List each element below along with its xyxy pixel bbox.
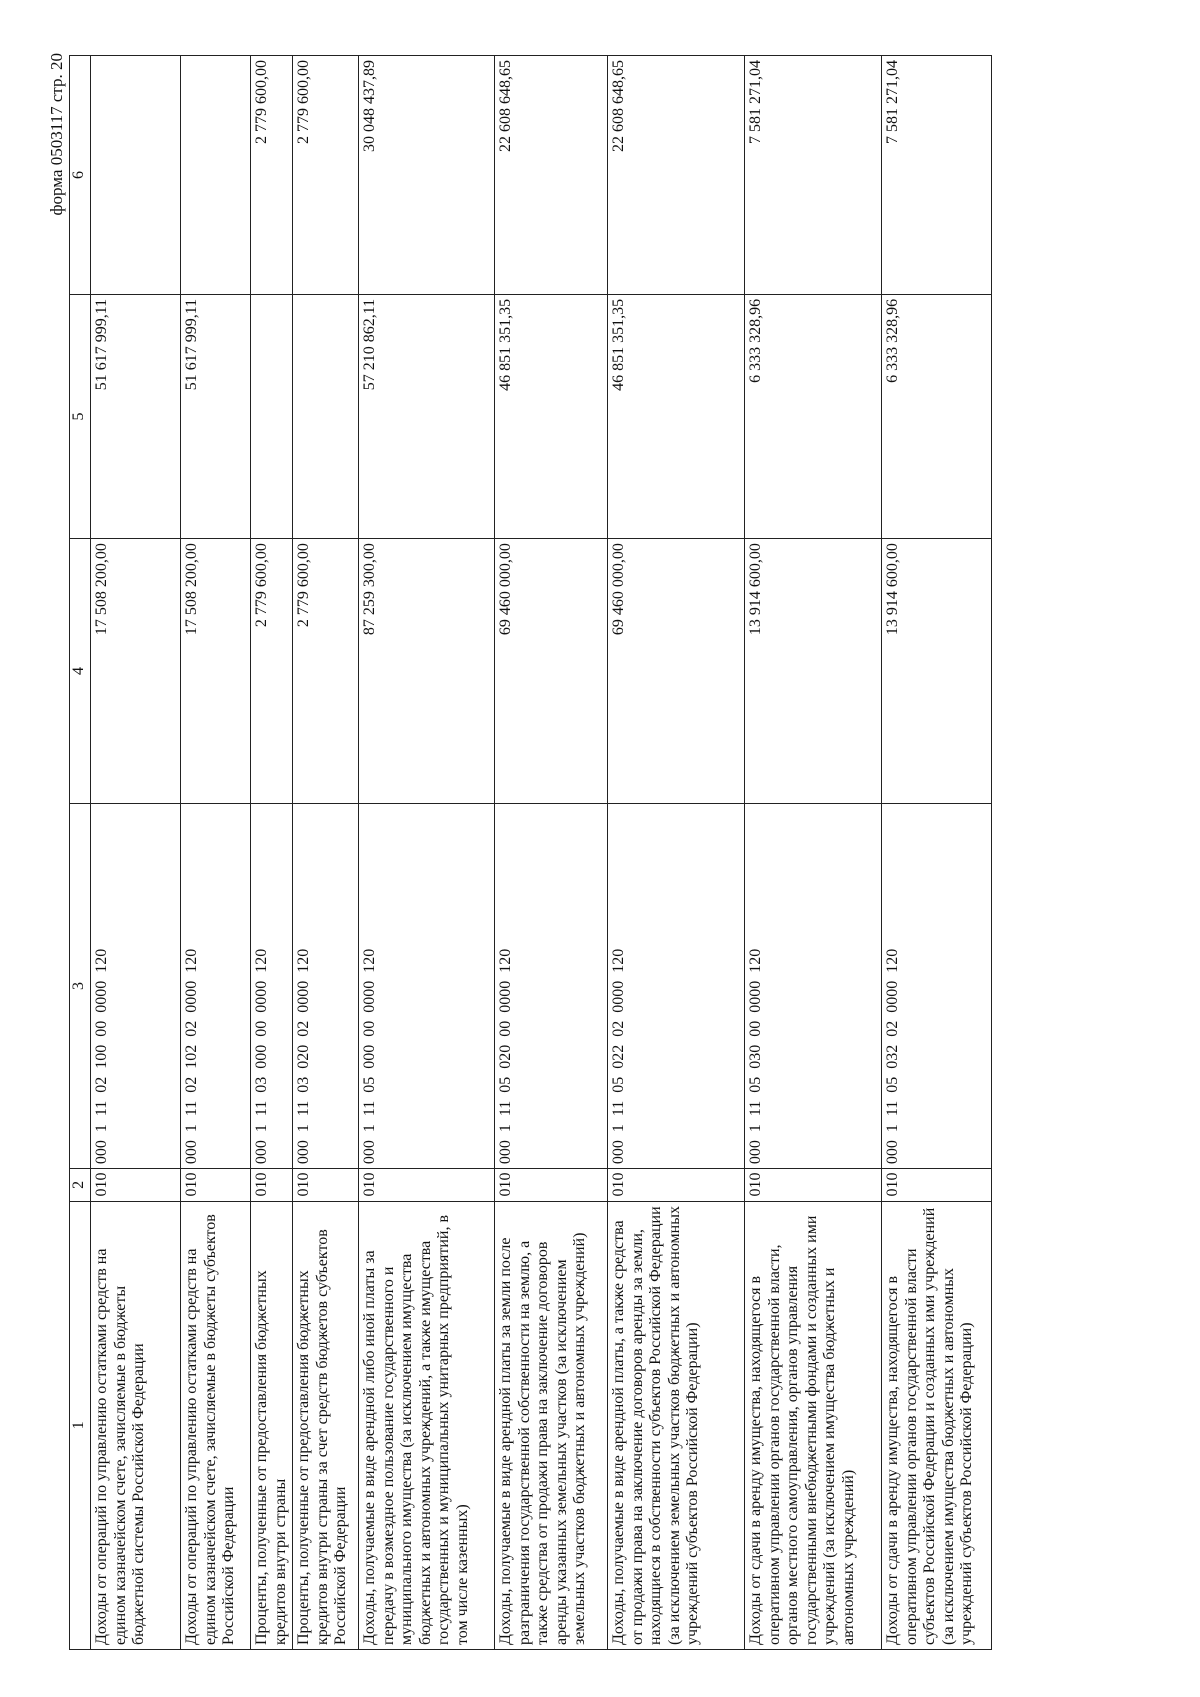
row-name: Проценты, полученные от предоставления бюджетных кредитов внутри страны — [251, 1201, 293, 1649]
table-row — [495, 56, 608, 1650]
row-unexecuted: 7 581 271,04 — [745, 56, 882, 295]
income-table — [69, 55, 992, 1650]
row-name: Доходы, получаемые в виде арендной платы, а также средства от продажи права на заключение договоров аренды за земли, находящиеся в собственности субъектов Российской Федерации (за исключением земельных участков бюджетных и автономных учреждений субъектов Российской Федерации) — [608, 1201, 745, 1649]
table-row — [251, 56, 293, 1650]
row-executed: 6 333 328,96 — [882, 294, 992, 538]
row-approved: 2 779 600,00 — [293, 539, 359, 804]
table-row — [359, 56, 495, 1650]
rotated-page — [45, 45, 1145, 1660]
row-kbk-code: 000 1 11 03 020 02 0000 120 — [293, 803, 359, 1168]
row-executed: 51 617 999,11 — [181, 294, 251, 538]
row-name: Доходы от сдачи в аренду имущества, находящегося в оперативном управлении органов государственной власти субъектов Российской Федерации и созданных ими учреждений (за исключением имущества бюджетных и автономных учреждений субъектов Российской Федерации) — [882, 1201, 992, 1649]
row-unexecuted: 7 581 271,04 — [882, 56, 992, 295]
row-name: Доходы от операций по управлению остатками средств на едином казначейском счете, зачисляемые в бюджеты субъектов Российской Федерации — [181, 1201, 251, 1649]
table-row — [91, 56, 181, 1650]
row-line-code: 010 — [882, 1169, 992, 1201]
row-name: Доходы, получаемые в виде арендной либо иной платы за передачу в возмездное пользование государственного и муниципального имущества (за исключением имущества бюджетных и автономных учреждений, а также имущества государственных и муниципальных унитарных предприятий, в том числе казенных) — [359, 1201, 495, 1649]
row-line-code: 010 — [181, 1169, 251, 1201]
row-line-code: 010 — [745, 1169, 882, 1201]
row-kbk-code: 000 1 11 05 030 00 0000 120 — [745, 803, 882, 1168]
row-approved: 69 460 000,00 — [608, 539, 745, 804]
row-name: Доходы от операций по управлению остатками средств на едином казначейском счете, зачисляемые в бюджеты бюджетной системы Российской Федерации — [91, 1201, 181, 1649]
row-approved: 87 259 300,00 — [359, 539, 495, 804]
header-col-1: 1 — [70, 1201, 91, 1649]
row-line-code: 010 — [495, 1169, 608, 1201]
row-approved: 13 914 600,00 — [745, 539, 882, 804]
row-approved: 2 779 600,00 — [251, 539, 293, 804]
row-kbk-code: 000 1 11 03 000 00 0000 120 — [251, 803, 293, 1168]
table-row — [745, 56, 882, 1650]
row-unexecuted: 2 779 600,00 — [251, 56, 293, 295]
row-kbk-code: 000 1 11 02 100 00 0000 120 — [91, 803, 181, 1168]
header-col-5: 5 — [70, 294, 91, 538]
header-col-4: 4 — [70, 539, 91, 804]
row-approved: 13 914 600,00 — [882, 539, 992, 804]
row-name: Доходы от сдачи в аренду имущества, находящегося в оперативном управлении органов государственной власти, органов местного самоуправления, органов управления государственными внебюджетными фондами и созданных ими учреждений (за исключением имущества бюджетных и автономных учреждений) — [745, 1201, 882, 1649]
row-approved: 17 508 200,00 — [91, 539, 181, 804]
table-row — [608, 56, 745, 1650]
row-approved: 69 460 000,00 — [495, 539, 608, 804]
table-row — [293, 56, 359, 1650]
row-executed: 46 851 351,35 — [495, 294, 608, 538]
row-line-code: 010 — [293, 1169, 359, 1201]
row-executed: 51 617 999,11 — [91, 294, 181, 538]
row-kbk-code: 000 1 11 05 020 00 0000 120 — [495, 803, 608, 1168]
row-unexecuted: 2 779 600,00 — [293, 56, 359, 295]
row-kbk-code: 000 1 11 05 022 02 0000 120 — [608, 803, 745, 1168]
row-executed: 57 210 862,11 — [359, 294, 495, 538]
row-name: Доходы, получаемые в виде арендной платы за земли после разграничения государственной собственности на землю, а также средства от продажи права на заключение договоров аренды указанных земельных участков (за исключением земельных участков бюджетных и автономных учреждений) — [495, 1201, 608, 1649]
header-col-6: 6 — [70, 56, 91, 295]
header-col-3: 3 — [70, 803, 91, 1168]
row-executed — [293, 294, 359, 538]
row-unexecuted: 22 608 648,65 — [495, 56, 608, 295]
row-executed: 46 851 351,35 — [608, 294, 745, 538]
row-executed: 6 333 328,96 — [745, 294, 882, 538]
row-unexecuted: 30 048 437,89 — [359, 56, 495, 295]
row-name: Проценты, полученные от предоставления бюджетных кредитов внутри страны за счет средств бюджетов субъектов Российской Федерации — [293, 1201, 359, 1649]
row-executed — [251, 294, 293, 538]
row-kbk-code: 000 1 11 05 032 02 0000 120 — [882, 803, 992, 1168]
row-approved: 17 508 200,00 — [181, 539, 251, 804]
header-col-2: 2 — [70, 1169, 91, 1201]
row-line-code: 010 — [251, 1169, 293, 1201]
row-line-code: 010 — [359, 1169, 495, 1201]
row-line-code: 010 — [91, 1169, 181, 1201]
row-kbk-code: 000 1 11 05 000 00 0000 120 — [359, 803, 495, 1168]
row-unexecuted — [181, 56, 251, 295]
row-unexecuted — [91, 56, 181, 295]
form-label: форма 0503117 стр. 20 — [47, 53, 66, 216]
header-row — [70, 56, 91, 1650]
table-row — [181, 56, 251, 1650]
row-line-code: 010 — [608, 1169, 745, 1201]
table-row — [882, 56, 992, 1650]
row-unexecuted: 22 608 648,65 — [608, 56, 745, 295]
row-kbk-code: 000 1 11 02 102 02 0000 120 — [181, 803, 251, 1168]
